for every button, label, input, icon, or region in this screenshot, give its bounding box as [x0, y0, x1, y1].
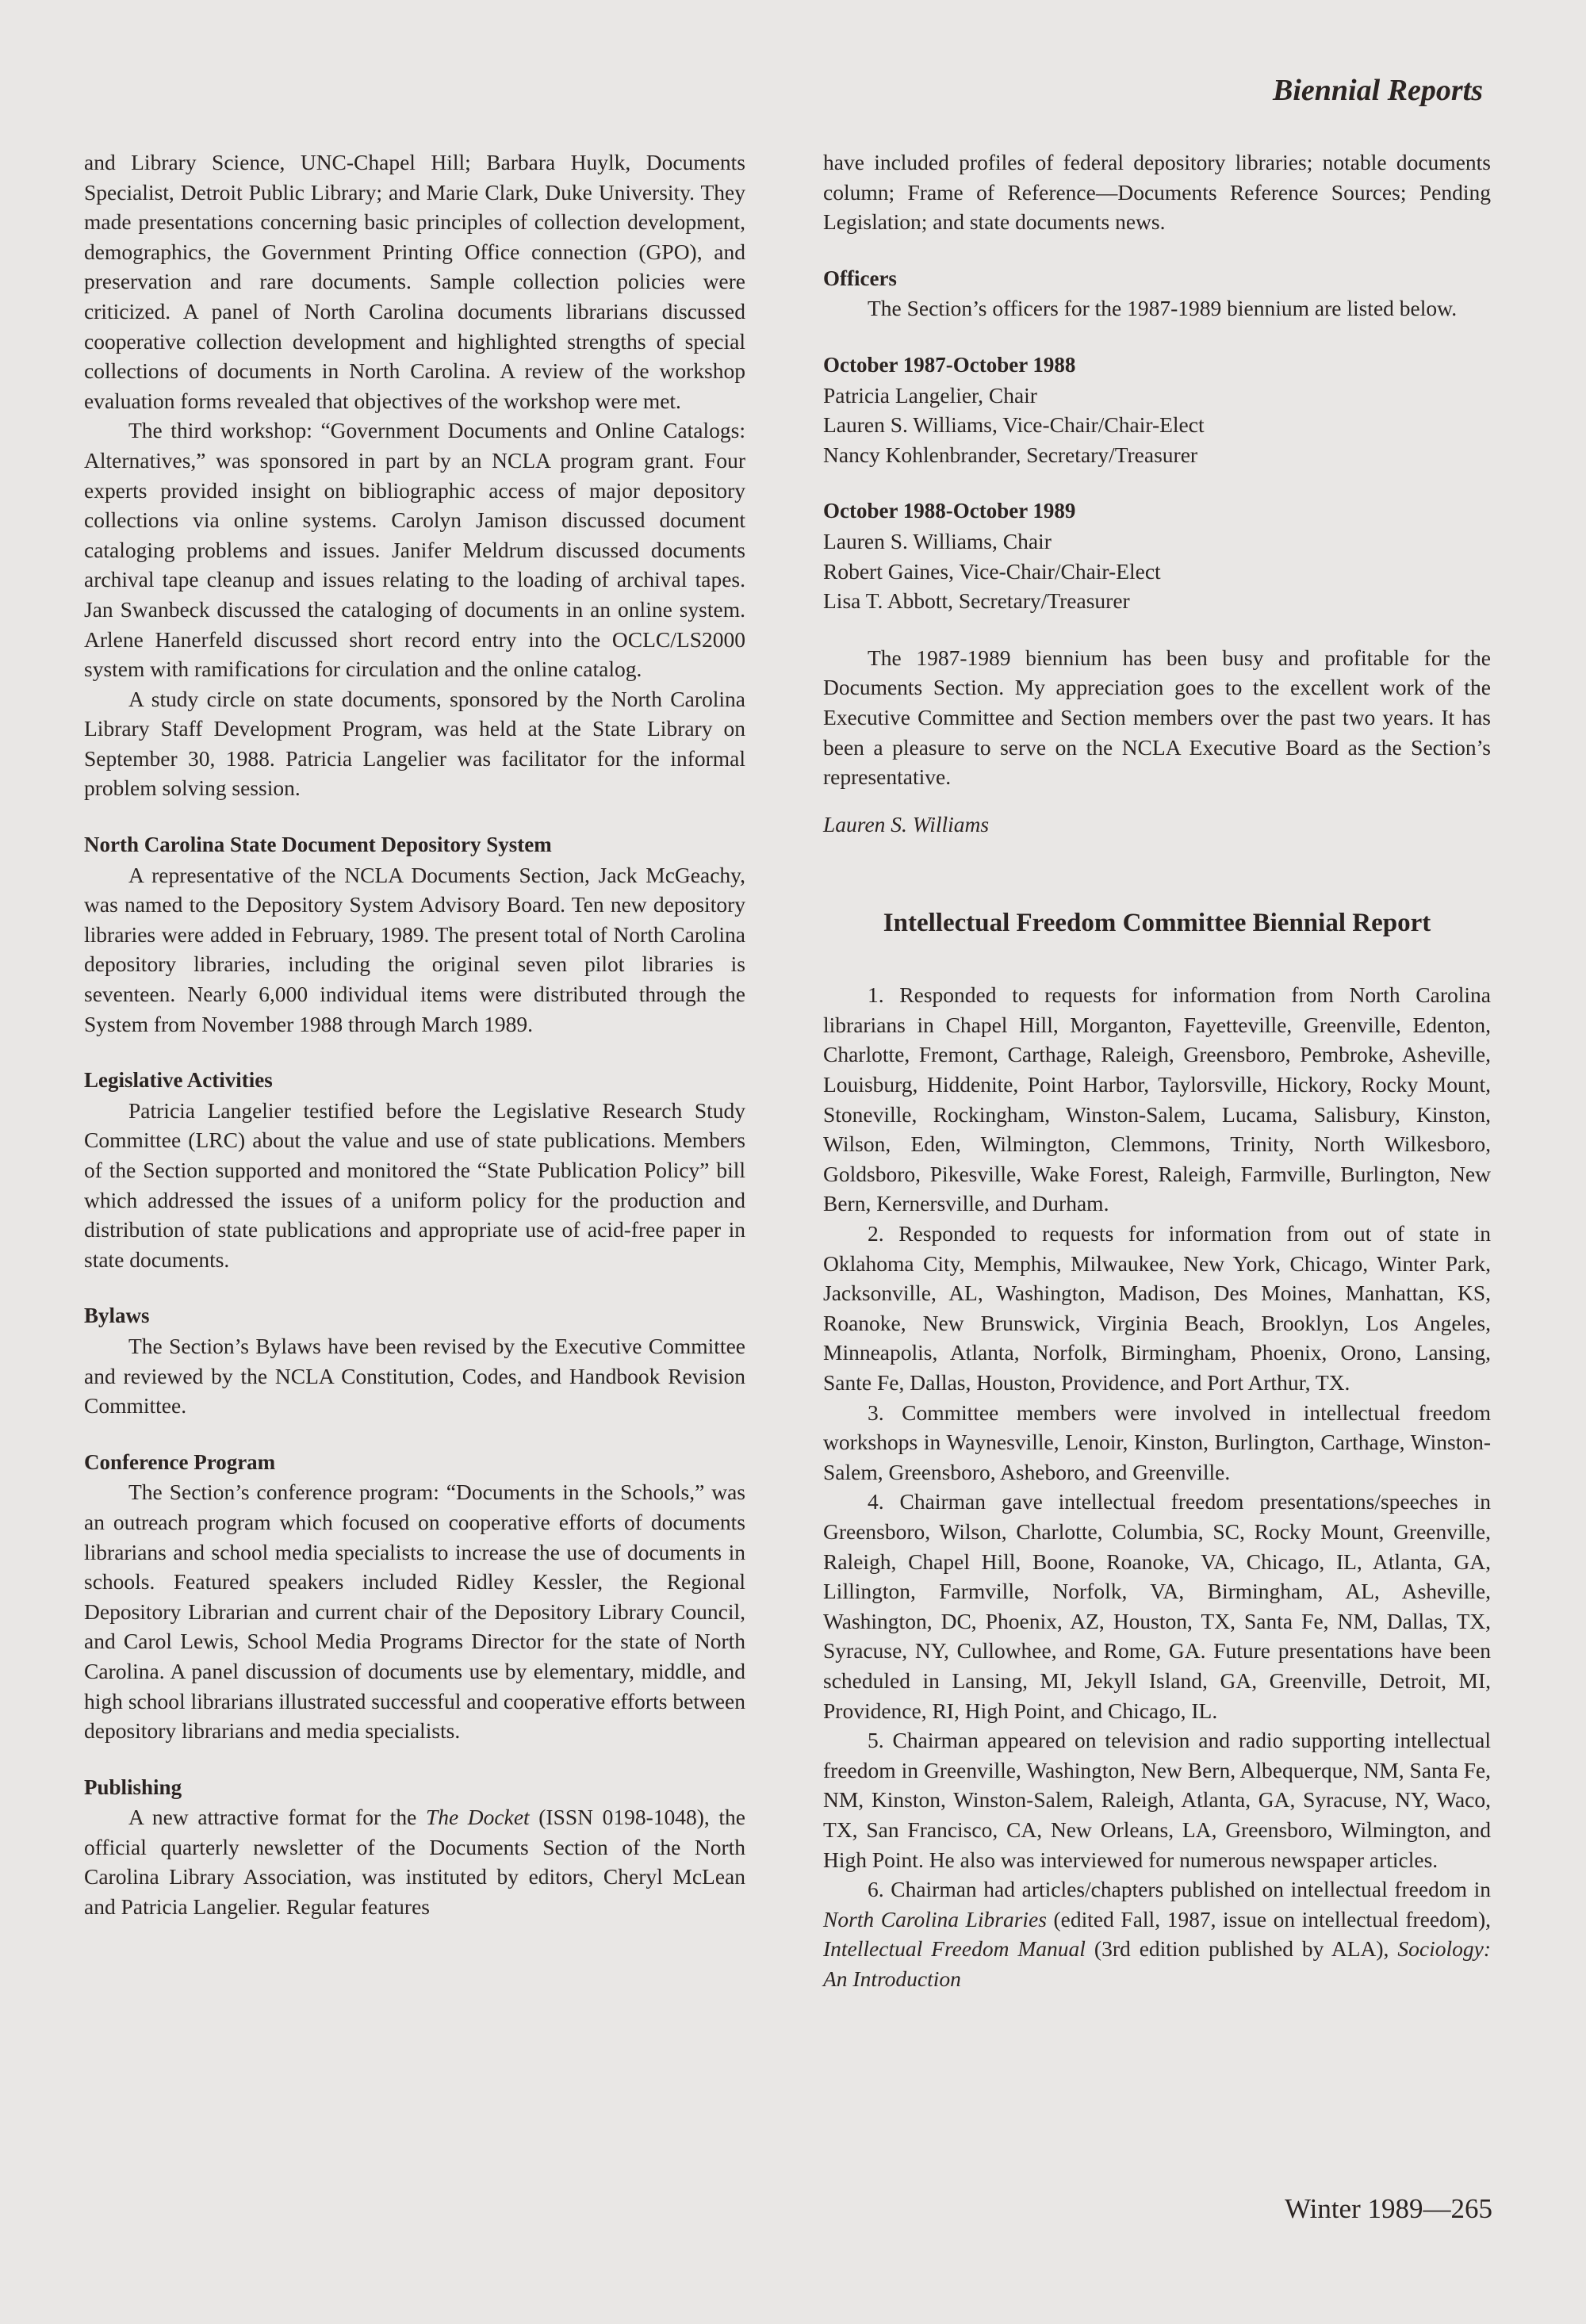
list-item: 3. Committee members were involved in intellectual freedom workshops in Waynesville, Lenoir, Kinston, Burlington, Carthage, Winston-Salem, Greensboro, Asheboro, and Greenville.: [823, 1399, 1491, 1484]
list-item: 1. Responded to requests for information from North Carolina librarians in Chapel Hill, Morganton, Fayetteville, Greenville, Edenton, Charlotte, Fremont, Carthage, Raleigh, Greensboro, Pembroke, Asheville, Louisburg, Hiddenite, Point Harbor, Taylorsville, Hickory, Rocky Mount, Stoneville, Rockingham, Winston-Salem, Lucama, Salisbury, Kinston, Wilson, Eden, Wilmington, Clemmons, Trinity, North Wilkesboro, Goldsboro, Pikesville, Wake Forest, Raleigh, Farmville, Burlington, New Bern, Kernersville, and Durham.: [823, 982, 1491, 1216]
text: 6. Chairman had articles/chapters published on intellectual freedom in: [868, 1877, 1491, 1902]
paragraph: The 1987-1989 biennium has been busy and profitable for the Documents Section. My appreciation goes to the excellent work of the Executive Committee and Section members over the past two years. It has been a pleasure to serve on the NCLA Executive Board as the Section’s representative.: [823, 645, 1491, 790]
officer: Nancy Kohlenbrander, Secretary/Treasurer: [823, 442, 1198, 467]
publication-title: North Carolina Libraries: [823, 1906, 1047, 1932]
section-heading: Legislative Activities: [84, 1068, 273, 1093]
section-heading: North Carolina State Document Depository System: [84, 833, 552, 857]
running-head: Biennial Reports: [1273, 74, 1483, 107]
paragraph: A representative of the NCLA Documents Section, Jack McGeachy, was named to the Depository System Advisory Board. Ten new depository libraries were added in February, 1989. The present total of North Carolina depository libraries, including the original seven pilot libraries is seventeen. Nearly 6,000 individual items were distributed through the System from November 1988 through March 1989.: [84, 862, 745, 1036]
officer: Patricia Langelier, Chair: [823, 382, 1037, 408]
section-heading: Bylaws: [84, 1304, 150, 1328]
text: A new attractive format for the: [128, 1805, 426, 1830]
list-item: 2. Responded to requests for information from out of state in Oklahoma City, Memphis, Milwaukee, New York, Chicago, Winter Park, Jacksonville, AL, Washington, Madison, Des Moines, Manhattan, KS, Roanoke, New Brunswick, Virginia Beach, Brooklyn, Los Angeles, Minneapolis, Atlanta, Norfolk, Birmingham, Phoenix, Orono, Lansing, Sante Fe, Dallas, Houston, Providence, and Port Arthur, TX.: [823, 1221, 1491, 1395]
officer: Lisa T. Abbott, Secretary/Treasurer: [823, 588, 1130, 614]
officer: Lauren S. Williams, Vice-Chair/Chair-Elect: [823, 412, 1205, 438]
paragraph: The Section’s officers for the 1987-1989 biennium are listed below.: [868, 296, 1458, 321]
publication-title: Sociology: An Introduction: [823, 1936, 1491, 1991]
publication-title: Intellectual Freedom Manual: [823, 1936, 1086, 1962]
paragraph: have included profiles of federal depository libraries; notable documents column; Frame of Reference—Documents Reference Sources; Pending Legislation; and state documents news.: [823, 150, 1491, 235]
publication-title: The Docket: [425, 1805, 530, 1830]
paragraph: The Section’s conference program: “Documents in the Schools,” was an outreach program which focused on cooperative efforts of documents librarians and school media specialists to increase the use of documents in schools. Featured speakers included Ridley Kessler, the Regional Depository Librarian and current chair of the Depository Library Council, and Carol Lewis, School Media Programs Director for the state of North Carolina. A panel discussion of documents use by elementary, middle, and high school librarians illustrated successful and cooperative efforts between depository librarians and media specialists.: [84, 1480, 745, 1744]
page-footer: Winter 1989—265: [1284, 2193, 1492, 2224]
section-heading: Publishing: [84, 1775, 182, 1799]
report-title: Intellectual Freedom Committee Biennial Report: [883, 909, 1431, 938]
text: (ISSN 0198-1048), the official quarterly newsletter of the Documents Section of the North Carolina Library Association, was instituted by editors, Cheryl McLean and Patricia Langelier. Regular features: [84, 1805, 745, 1920]
signature: Lauren S. Williams: [823, 811, 990, 837]
section-heading: Conference Program: [84, 1449, 276, 1474]
paragraph: The Section’s Bylaws have been revised by the Executive Committee and reviewed by the NCLA Constitution, Codes, and Handbook Revision Committee.: [84, 1333, 745, 1419]
list-item: 4. Chairman gave intellectual freedom presentations/speeches in Greensboro, Wilson, Charlotte, Columbia, SC, Rocky Mount, Greenville, Raleigh, Chapel Hill, Boone, Roanoke, VA, Chicago, IL, Atlanta, GA, Lillington, Farmville, Norfolk, VA, Birmingham, AL, Asheville, Washington, DC, Phoenix, AZ, Houston, TX, Santa Fe, NM, Dallas, TX, Syracuse, NY, Cullowhee, and Rome, GA. Future presentations have been scheduled in Lansing, MI, Jekyll Island, GA, Greenville, Detroit, MI, Providence, RI, High Point, and Chicago, IL.: [823, 1489, 1491, 1723]
paragraph: Patricia Langelier testified before the Legislative Research Study Committee (LRC) about the value and use of state publications. Members of the Section supported and monitored the “State Publication Policy” bill which addressed the issues of a uniform policy for the production and distribution of state publications and appropriate use of acid-free paper in state documents.: [84, 1097, 745, 1272]
text: (3rd edition published by ALA),: [1085, 1936, 1398, 1962]
list-item: 5. Chairman appeared on television and radio supporting intellectual freedom in Greenville, Washington, New Bern, Albequerque, NM, Santa Fe, NM, Kinston, Winston-Salem, Raleigh, Atlanta, GA, Syracuse, NY, Waco, TX, San Francisco, CA, New Orleans, LA, Greensboro, Wilmington, and High Point. He also was interviewed for numerous newspaper articles.: [823, 1728, 1491, 1872]
list-item: [823, 1874, 1491, 1993]
term-heading: October 1987-October 1988: [823, 352, 1076, 377]
officer: Lauren S. Williams, Chair: [823, 528, 1052, 553]
term-heading: October 1988-October 1989: [823, 499, 1076, 523]
paragraph: [84, 1802, 745, 1921]
paragraph: A study circle on state documents, sponsored by the North Carolina Library Staff Development Program, was held at the State Library on September 30, 1988. Patricia Langelier was facilitator for the informal problem solving session.: [84, 686, 745, 801]
left-column: [84, 147, 745, 1922]
text: (edited Fall, 1987, issue on intellectual freedom),: [1046, 1906, 1491, 1932]
right-column: [823, 147, 1491, 1993]
paragraph: and Library Science, UNC-Chapel Hill; Barbara Huylk, Documents Specialist, Detroit Public Library; and Marie Clark, Duke University. They made presentations concerning basic principles of collection development, demographics, the Government Printing Office connection (GPO), and preservation and rare documents. Sample collection policies were criticized. A panel of North Carolina documents librarians discussed cooperative collection development and highlighted strengths of special collections of documents in North Carolina. A review of the workshop evaluation forms revealed that objectives of the workshop were met.: [84, 150, 745, 413]
officer: Robert Gaines, Vice-Chair/Chair-Elect: [823, 558, 1161, 584]
paragraph: The third workshop: “Government Documents and Online Catalogs: Alternatives,” was sponsored in part by an NCLA program grant. Four experts provided insight on bibliographic access of major depository collections via online systems. Carolyn Jamison discussed document cataloging problems and issues. Janifer Meldrum discussed documents archival tape cleanup and issues relating to the loading of archival tapes. Jan Swanbeck discussed the cataloging of documents in an online system. Arlene Hanerfeld discussed short record entry into the OCLC/LS2000 system with ramifications for circulation and the online catalog.: [84, 418, 745, 682]
section-heading: Officers: [823, 266, 897, 290]
